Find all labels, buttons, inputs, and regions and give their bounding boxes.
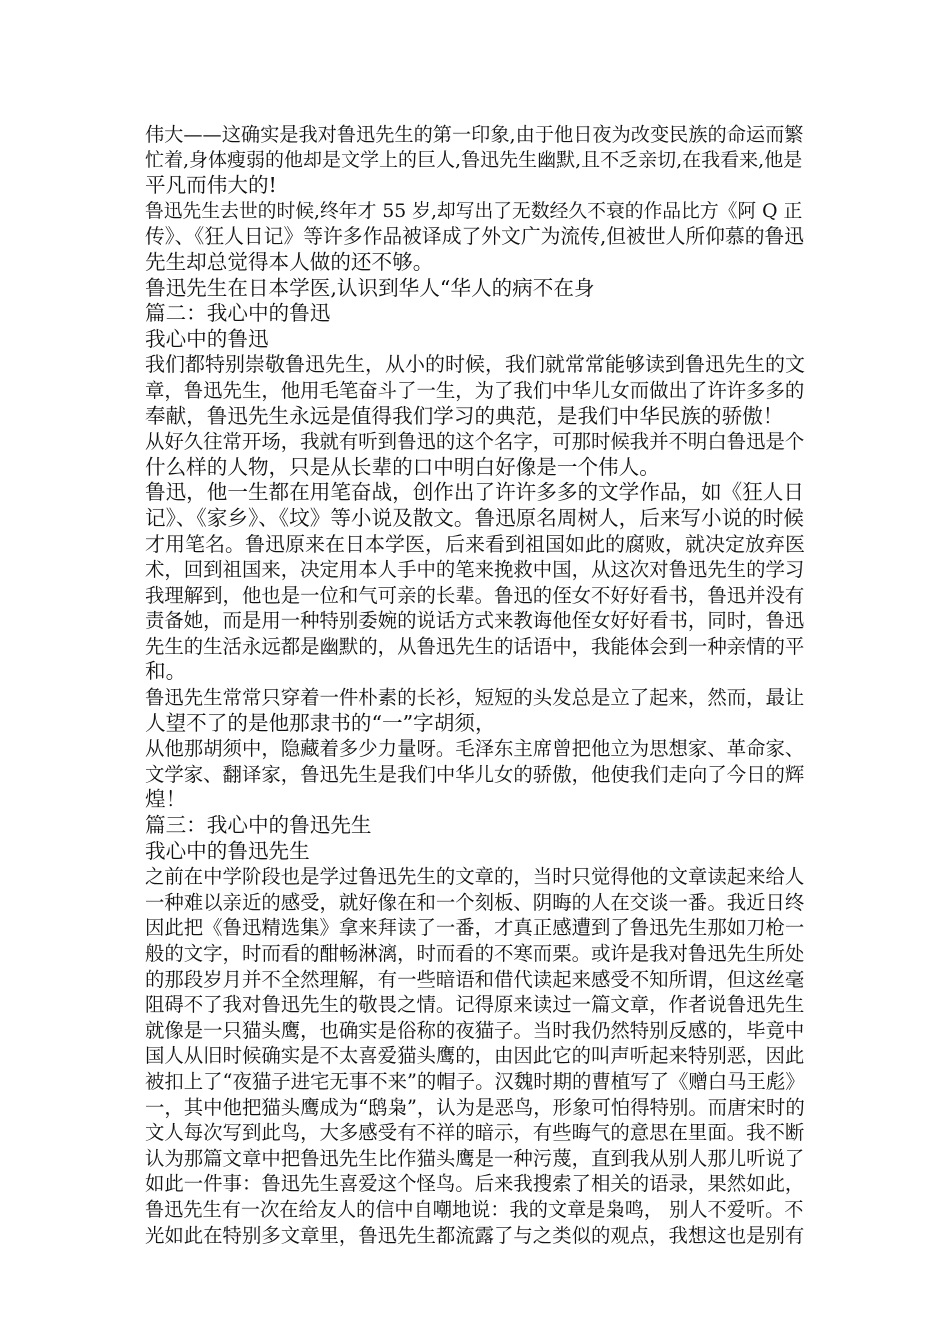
text-line: 鲁迅先生有一次在给友人的信中自嘲地说：我的文章是枭鸣， 别人不爱听。不	[145, 1197, 804, 1221]
text-line: 章，鲁迅先生，他用毛笔奋斗了一生，为了我们中华儿女而做出了许许多多的	[145, 378, 805, 402]
text-line: 平凡而伟大的!	[145, 173, 277, 198]
text-line: 阻碍不了我对鲁迅先生的敬畏之情。记得原来读过一篇文章，作者说鲁迅先生	[145, 993, 805, 1017]
text-line: 鲁迅先生在日本学医,认识到华人“华人的病不在身	[145, 275, 595, 300]
text-line: 和。	[145, 659, 187, 684]
text-line: 什么样的人物，只是从长辈的口中明白好像是一个伟人。	[145, 454, 660, 479]
text-line: 才用笔名。鲁迅原来在日本学医，后来看到祖国如此的腐败，就决定放弃医	[145, 531, 805, 556]
text-line: 传》、《狂人日记》等许多作品被译成了外文广为流传,但被世人所仰慕的鲁迅	[145, 225, 805, 249]
text-line: 一，其中他把猫头鹰成为“鸱枭”，认为是恶鸟，形象可怕得特别。而唐宋时的	[145, 1095, 805, 1119]
text-line: 鲁迅先生常常只穿着一件朴素的长衫，短短的头发总是立了起来，然而，最让	[145, 686, 805, 710]
text-line: 伟大——这确实是我对鲁迅先生的第一印象,由于他日夜为改变民族的命运而繁	[145, 123, 804, 146]
text-line: 我心中的鲁迅先生	[145, 838, 310, 863]
text-line: 因此把《鲁迅精选集》拿来拜读了一番，才真正感遭到了鲁迅先生那如刀枪一	[145, 916, 805, 940]
text-line: 先生的生活永远都是幽默的，从鲁迅先生的话语中，我能体会到一种亲情的平	[145, 634, 805, 658]
text-line: 的那段岁月并不全然理解，有一些暗语和借代读起来感受不知所谓，但这丝毫	[145, 967, 805, 991]
text-line: 认为那篇文章中把鲁迅先生比作猫头鹰是一种污蔑，直到我从别人那儿听说了	[145, 1146, 805, 1170]
text-line: 煌！	[145, 787, 187, 812]
text-line: 我理解到，他也是一位和气可亲的长辈。鲁迅的侄女不好好看书，鲁迅并没有	[145, 583, 805, 607]
text-line: 就像是一只猫头鹰，也确实是俗称的夜猫子。当时我仍然特别反感的，毕竟中	[145, 1018, 805, 1042]
text-line: 般的文字，时而看的酣畅淋漓，时而看的不寒而栗。或许是我对鲁迅先生所处	[145, 942, 805, 965]
text-line: 先生却总觉得本人做的还不够。	[145, 249, 434, 274]
document-page	[145, 122, 805, 1248]
text-line: 奉献，鲁迅先生永远是值得我们学习的典范，是我们中华民族的骄傲！	[145, 403, 784, 428]
text-line: 记》、《家乡》、《坟》等小说及散文。鲁迅原名周树人，后来写小说的时候	[145, 505, 804, 530]
text-line: 人望不了的是他那隶书的“一”字胡须，	[145, 710, 496, 735]
text-line: 术，回到祖国来，决定用本人手中的笔来挽救中国，从这次对鲁迅先生的学习	[145, 558, 805, 582]
text-line: 国人从旧时候确实是不太喜爱猫头鹰的，由因此它的叫声听起来特别恶，因此	[145, 1044, 805, 1068]
text-line: 被扣上了“夜猫子进宅无事不来”的帽子。汉魏时期的曹植写了《赠白马王彪》	[145, 1069, 805, 1093]
text-line: 忙着,身体瘦弱的他却是文学上的巨人,鲁迅先生幽默,且不乏亲切,在我看来,他是	[145, 148, 803, 171]
text-line: 我们都特别崇敬鲁迅先生，从小的时候，我们就常常能够读到鲁迅先生的文	[145, 352, 805, 377]
text-line: 鲁迅，他一生都在用笔奋战，创作出了许许多多的文学作品，如《狂人日	[145, 480, 804, 505]
text-line: 我心中的鲁迅	[145, 326, 269, 351]
text-line: 篇三：我心中的鲁迅先生	[145, 813, 372, 838]
text-line: 责备她，而是用一种特别委婉的说话方式来教诲他侄女好好看书，同时，鲁迅	[145, 609, 805, 633]
text-line: 从好久往常开场，我就有听到鲁迅的这个名字，可那时候我并不明白鲁迅是个	[145, 430, 805, 454]
text-line: 文人每次写到此鸟，大多感受有不祥的暗示，有些晦气的意思在里面。我不断	[145, 1121, 805, 1145]
text-line: 光如此在特别多文章里，鲁迅先生都流露了与之类似的观点，我想这也是别有	[145, 1223, 805, 1247]
text-line: 文学家、翻译家，鲁迅先生是我们中华儿女的骄傲，他使我们走向了今日的辉	[145, 762, 805, 786]
text-line: 一种难以亲近的感受，就好像在和一个刻板、阴晦的人在交谈一番。我近日终	[145, 890, 805, 914]
text-line: 鲁迅先生去世的时候,终年才 55 岁,却写出了无数经久不衰的作品比方《阿 Q 正	[145, 200, 803, 222]
text-line: 篇二：我心中的鲁迅	[145, 301, 331, 326]
text-line: 从他那胡须中，隐藏着多少力量呀。毛泽东主席曾把他立为思想家、革命家、	[145, 737, 805, 761]
text-line: 之前在中学阶段也是学过鲁迅先生的文章的，当时只觉得他的文章读起来给人	[145, 865, 805, 889]
text-line: 如此一件事：鲁迅先生喜爱这个怪鸟。后来我搜索了相关的语录，果然如此，	[145, 1172, 805, 1196]
